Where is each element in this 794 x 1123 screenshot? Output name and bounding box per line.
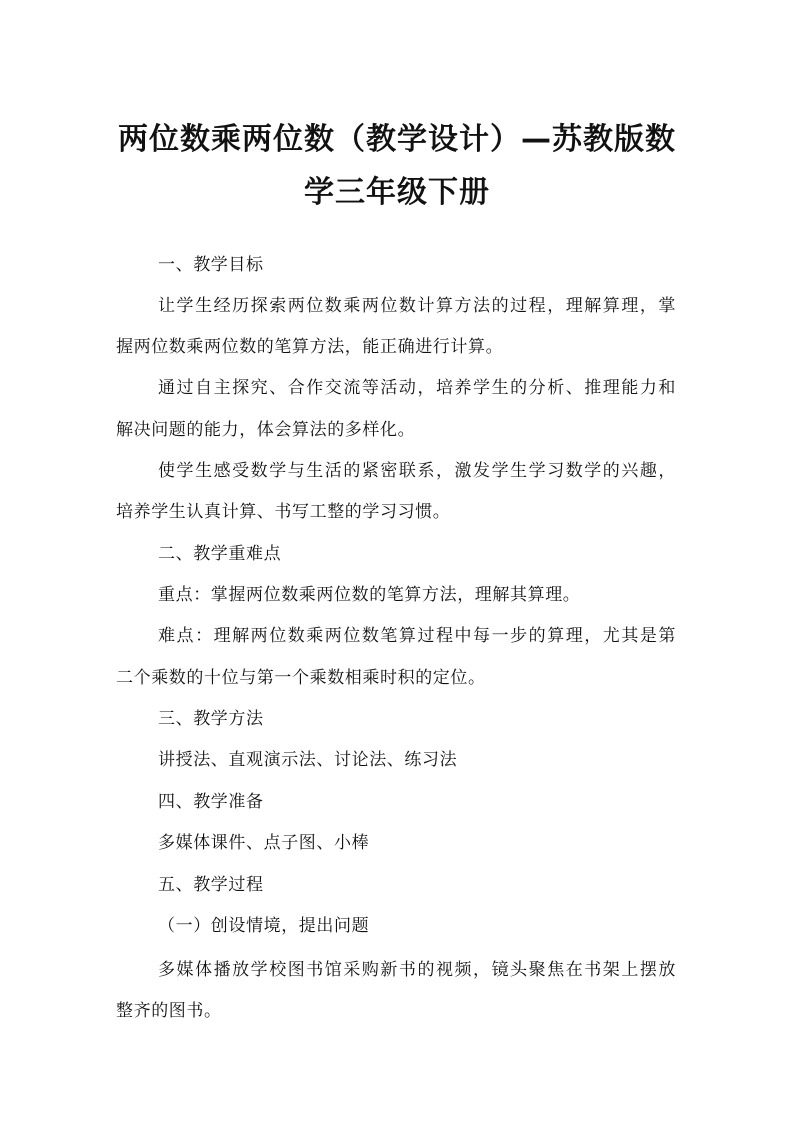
paragraph-line: 通过自主探究、合作交流等活动，培养学生的分析、推理能力和 <box>158 378 676 398</box>
paragraph-line: 多媒体课件、点子图、小棒 <box>158 833 370 853</box>
paragraph-line: 培养学生认真计算、书写工整的学习习惯。 <box>116 502 451 522</box>
paragraph-line: 难点：理解两位数乘两位数笔算过程中每一步的算理，尤其是第 <box>158 626 676 646</box>
subsection-heading: （一）创设情境，提出问题 <box>158 916 370 936</box>
document-title-line-2: 学三年级下册 <box>304 175 490 210</box>
paragraph-line: 多媒体播放学校图书馆采购新书的视频，镜头聚焦在书架上摆放 <box>158 960 676 980</box>
document-title-line-1: 两位数乘两位数（教学设计）—苏教版数 <box>118 122 676 157</box>
paragraph-line: 解决问题的能力，体会算法的多样化。 <box>116 420 416 440</box>
paragraph-line: 握两位数乘两位数的笔算方法，能正确进行计算。 <box>116 337 504 357</box>
section-heading-preparation: 四、教学准备 <box>158 792 264 812</box>
section-heading-key-points: 二、教学重难点 <box>158 544 282 564</box>
paragraph-line: 二个乘数的十位与第一个乘数相乘时积的定位。 <box>116 668 486 688</box>
paragraph-line: 使学生感受数学与生活的紧密联系，激发学生学习数学的兴趣， <box>158 461 676 481</box>
section-heading-objectives: 一、教学目标 <box>158 255 264 275</box>
section-heading-process: 五、教学过程 <box>158 875 264 895</box>
paragraph-line: 让学生经历探索两位数乘两位数计算方法的过程，理解算理，掌 <box>158 296 676 316</box>
paragraph-line: 整齐的图书。 <box>116 1001 222 1021</box>
paragraph-line: 讲授法、直观演示法、讨论法、练习法 <box>158 750 458 770</box>
paragraph-line: 重点：掌握两位数乘两位数的笔算方法，理解其算理。 <box>158 585 581 605</box>
section-heading-methods: 三、教学方法 <box>158 709 264 729</box>
